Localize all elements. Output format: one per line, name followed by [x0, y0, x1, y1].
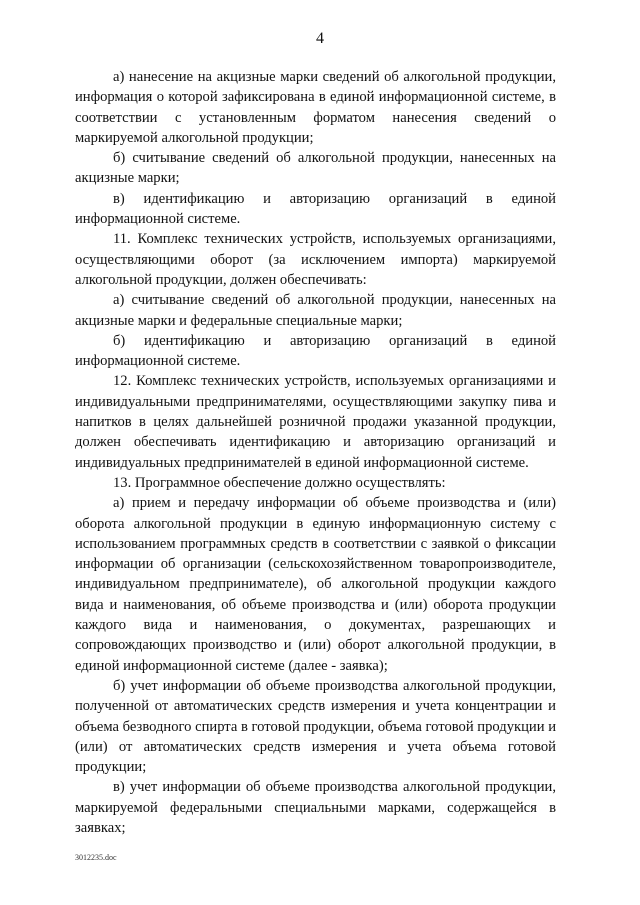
paragraph-section-13-item-a: а) прием и передачу информации об объеме производства и (или) оборота алкогольной продукции в единую информационную систему с использованием программных средств в соответствии с заявкой о фиксации информации об организации (сельскохозяйственном товаропроизводителе, индивидуальном предпринимателе), об алкогольной продукции каждого вида и наименования, об объеме производства и (или) оборота продукции каждого вида и наименования, о документах, разрешающих и сопровождающих производство и (или) оборот алкогольной продукции, в единой информационной системе (далее - заявка);	[75, 495, 556, 674]
paragraph-item-a-marking: а) нанесение на акцизные марки сведений об алкогольной продукции, информация о которой зафиксирована в единой информационной системе, в соответствии с установленным форматом нанесения сведений о маркируемой алкогольной продукции;	[75, 69, 556, 146]
paragraph-item-b-reading: б) считывание сведений об алкогольной продукции, нанесенных на акцизные марки;	[75, 150, 556, 187]
paragraph-section-11: 11. Комплекс технических устройств, используемых организациями, осуществляющими оборот (за исключением импорта) маркируемой алкогольной продукции, должен обеспечивать:	[75, 231, 556, 288]
paragraph-section-13-item-b: б) учет информации об объеме производства алкогольной продукции, полученной от автоматических средств измерения и учета концентрации и объема безводного спирта в готовой продукции, объема готовой продукции и (или) от автоматических средств измерения и учета объема готовой продукции;	[75, 677, 556, 776]
document-filename-footer: 3012235.doc	[75, 853, 117, 862]
paragraph-item-v-identification: в) идентификацию и авторизацию организаций в единой информационной системе.	[75, 190, 556, 228]
document-body	[75, 67, 556, 838]
paragraph-section-11-item-a: а) считывание сведений об алкогольной продукции, нанесенных на акцизные марки и федеральные специальные марки;	[75, 292, 556, 329]
page-number: 4	[316, 30, 324, 47]
paragraph-section-13-item-v: в) учет информации об объеме производства алкогольной продукции, маркируемой федеральными специальными марками, содержащейся в заявках;	[75, 779, 556, 836]
paragraph-section-11-item-b: б) идентификацию и авторизацию организаций в единой информационной системе.	[75, 332, 556, 370]
paragraph-section-13: 13. Программное обеспечение должно осуществлять:	[113, 474, 446, 491]
paragraph-section-12: 12. Комплекс технических устройств, используемых организациями и индивидуальными предпринимателями, осуществляющими закупку пива и напитков в целях дальнейшей розничной продажи указанной продукции, должен обеспечивать идентификацию и авторизацию организаций и индивидуальных предпринимателей в единой информационной системе.	[75, 373, 556, 471]
